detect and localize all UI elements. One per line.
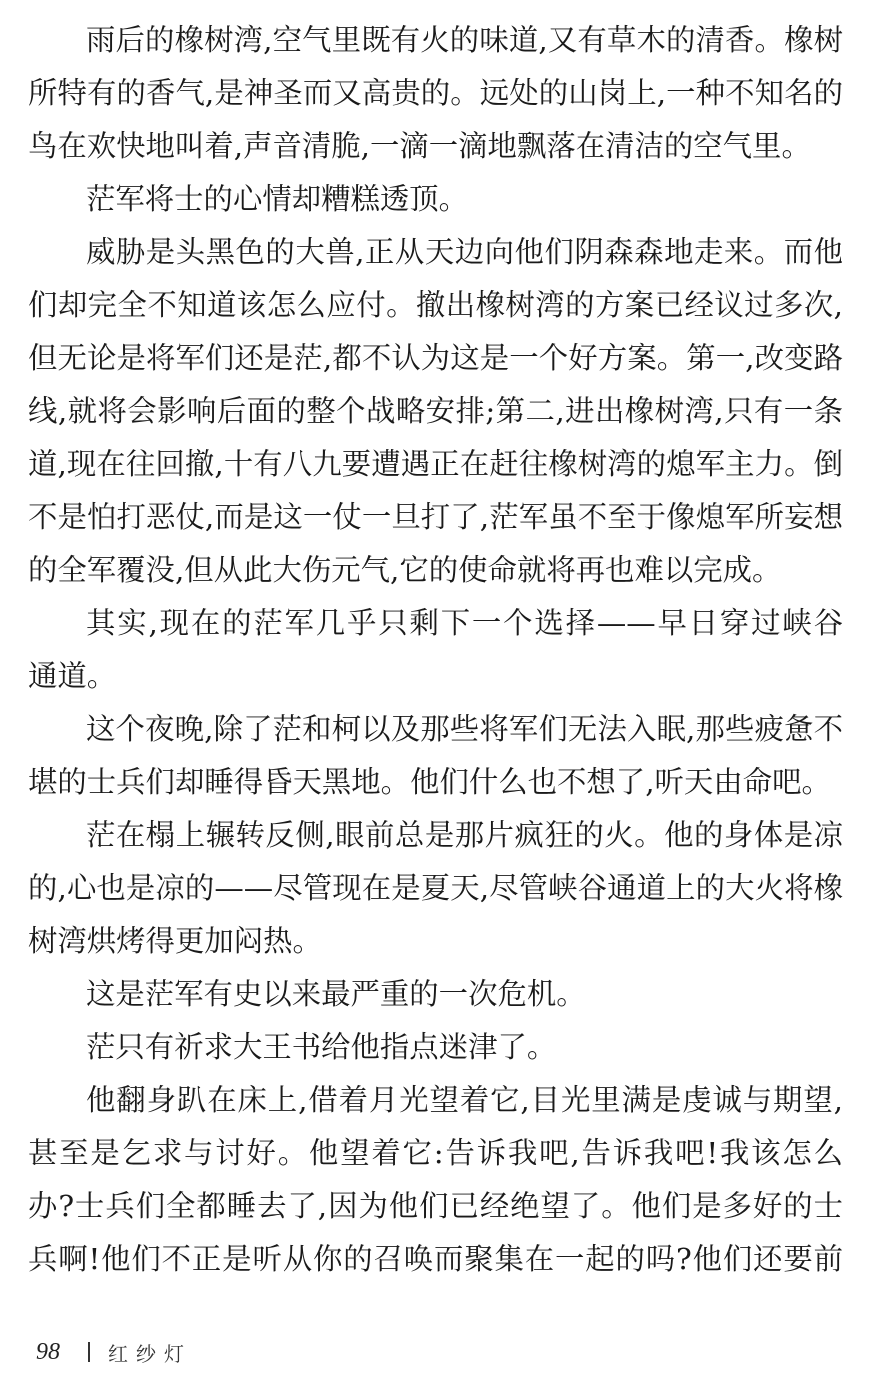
text-line: 这个夜晚,除了茫和柯以及那些将军们无法入眠,那些疲惫不 bbox=[86, 712, 843, 746]
text-line: 威胁是头黑色的大兽,正从天边向他们阴森森地走来。而他 bbox=[86, 235, 843, 269]
page-footer bbox=[36, 1334, 192, 1370]
text-line: 这是茫军有史以来最严重的一次危机。 bbox=[86, 977, 586, 1011]
text-line: 甚至是乞求与讨好。他望着它:告诉我吧,告诉我吧!我该怎么 bbox=[28, 1136, 843, 1170]
text-line: 线,就将会影响后面的整个战略安排;第二,进出橡树湾,只有一条 bbox=[28, 394, 843, 428]
footer-divider bbox=[88, 1342, 90, 1362]
text-line: 的,心也是凉的——尽管现在是夏天,尽管峡谷通道上的大火将橡 bbox=[28, 871, 843, 905]
page-body bbox=[28, 14, 843, 1286]
text-line: 但无论是将军们还是茫,都不认为这是一个好方案。第一,改变路 bbox=[28, 341, 843, 375]
text-line: 道,现在往回撤,十有八九要遭遇正在赶往橡树湾的熄军主力。倒 bbox=[28, 447, 843, 481]
text-line: 鸟在欢快地叫着,声音清脆,一滴一滴地飘落在清洁的空气里。 bbox=[28, 129, 811, 163]
text-line: 茫只有祈求大王书给他指点迷津了。 bbox=[86, 1030, 557, 1064]
text-line: 雨后的橡树湾,空气里既有火的味道,又有草木的清香。橡树 bbox=[86, 23, 843, 57]
text-line: 其实,现在的茫军几乎只剩下一个选择——早日穿过峡谷 bbox=[86, 606, 843, 640]
text-line: 不是怕打恶仗,而是这一仗一旦打了,茫军虽不至于像熄军所妄想 bbox=[28, 500, 843, 534]
text-line: 办?士兵们全都睡去了,因为他们已经绝望了。他们是多好的士 bbox=[28, 1189, 843, 1223]
text-line: 的全军覆没,但从此大伤元气,它的使命就将再也难以完成。 bbox=[28, 553, 782, 587]
text-line: 茫在榻上辗转反侧,眼前总是那片疯狂的火。他的身体是凉 bbox=[86, 818, 843, 852]
book-title: 红纱灯 bbox=[108, 1341, 192, 1366]
text-line: 兵啊!他们不正是听从你的召唤而聚集在一起的吗?他们还要前 bbox=[28, 1242, 843, 1276]
text-line: 们却完全不知道该怎么应付。撤出橡树湾的方案已经议过多次, bbox=[28, 288, 843, 322]
text-line: 堪的士兵们却睡得昏天黑地。他们什么也不想了,听天由命吧。 bbox=[28, 765, 831, 799]
page-number: 98 bbox=[36, 1338, 60, 1365]
text-line: 他翻身趴在床上,借着月光望着它,目光里满是虔诚与期望, bbox=[86, 1083, 843, 1117]
text-line: 通道。 bbox=[28, 659, 117, 693]
text-line: 树湾烘烤得更加闷热。 bbox=[28, 924, 322, 958]
text-line: 茫军将士的心情却糟糕透顶。 bbox=[86, 182, 469, 216]
text-line: 所特有的香气,是神圣而又高贵的。远处的山岗上,一种不知名的 bbox=[28, 76, 843, 110]
